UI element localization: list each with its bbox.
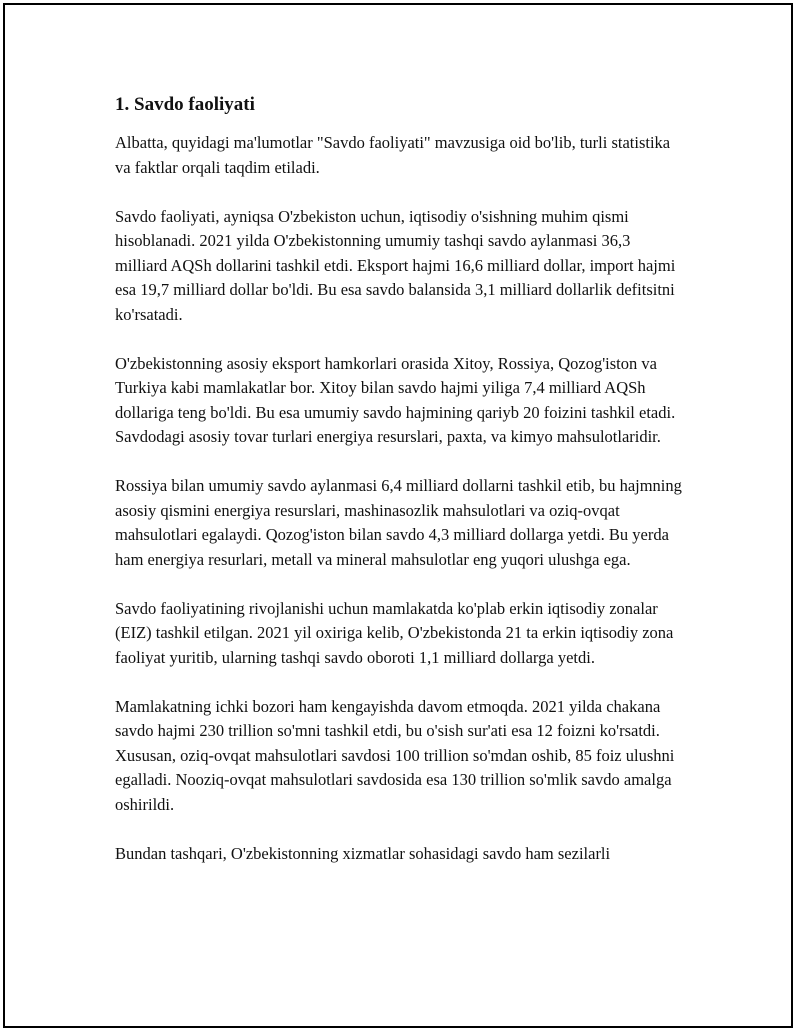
paragraph-trade-overview: Savdo faoliyati, ayniqsa O'zbekiston uchun, iqtisodiy o'sishning muhim qismi hisoblanadi. 2021 yilda O'zbekistonning umumiy tashqi savdo aylanmasi 36,3 milliard AQSh dollarini tashkil etdi. Eksport hajmi 16,6 milliard dollar, import hajmi esa 19,7 milliard dollar bo'ldi. Bu esa savdo balansida 3,1 milliard dollarlik defitsitni ko'rsatadi. xyxy=(115,206,676,324)
paragraph-services-trade: Bundan tashqari, O'zbekistonning xizmatlar sohasidagi savdo ham sezilarli xyxy=(115,843,611,863)
section-heading: 1. Savdo faoliyati xyxy=(115,94,255,115)
paragraph-russia-kazakhstan: Rossiya bilan umumiy savdo aylanmasi 6,4 milliard dollarni tashkil etib, bu hajmning asosiy qismini energiya resurslari, mashinasozlik mahsulotlari va oziq-ovqat mahsulotlari egalaydi. Qozog'iston bilan savdo 4,3 milliard dollarga yetdi. Bu yerda ham energiya resurlari, metall va mineral mahsulotlar eng yuqori ulushga ega. xyxy=(115,476,682,569)
document-body xyxy=(115,92,685,891)
paragraph-free-economic-zones: Savdo faoliyatining rivojlanishi uchun mamlakatda ko'plab erkin iqtisodiy zonalar (EIZ) tashkil etilgan. 2021 yil oxiriga kelib, O'zbekistonda 21 ta erkin iqtisodiy zona faoliyat yuritib, ularning tashqi savdo oboroti 1,1 milliard dollarga yetdi. xyxy=(115,598,674,667)
paragraph-intro: Albatta, quyidagi ma'lumotlar "Savdo faoliyati" mavzusiga oid bo'lib, turli statistika va faktlar orqali taqdim etiladi. xyxy=(115,133,671,177)
paragraph-domestic-market: Mamlakatning ichki bozori ham kengayishda davom etmoqda. 2021 yilda chakana savdo hajmi 230 trillion so'mni tashkil etdi, bu o'sish sur'ati esa 12 foizni ko'rsatdi. Xususan, oziq-ovqat mahsulotlari savdosi 100 trillion so'mdan oshib, 85 foiz ulushni egalladi. Nooziq-ovqat mahsulotlari savdosida esa 130 trillion so'mlik savdo amalga oshirildi. xyxy=(115,696,675,814)
paragraph-export-partners: O'zbekistonning asosiy eksport hamkorlari orasida Xitoy, Rossiya, Qozog'iston va Turkiya kabi mamlakatlar bor. Xitoy bilan savdo hajmi yiliga 7,4 milliard AQSh dollariga teng bo'ldi. Bu esa umumiy savdo hajmining qariyb 20 foizini tashkil etadi. Savdodagi asosiy tovar turlari energiya resurslari, paxta, va kimyo mahsulotlaridir. xyxy=(115,353,676,446)
